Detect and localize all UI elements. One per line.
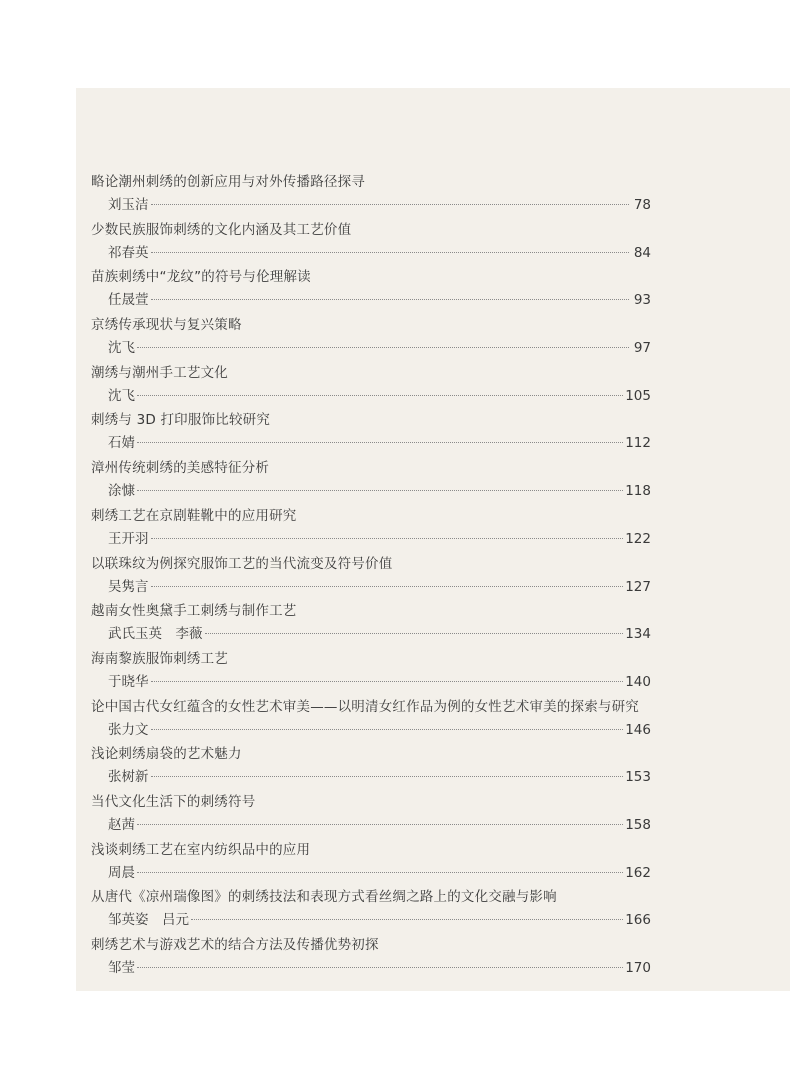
toc-entry-page-number: 97 xyxy=(633,340,651,357)
toc-entry-page-number: 134 xyxy=(625,626,651,643)
toc-entry-author: 张力文 xyxy=(108,721,149,738)
dot-leader xyxy=(137,824,623,825)
dot-leader xyxy=(151,538,624,539)
toc-entry-page-number: 84 xyxy=(633,244,651,261)
dot-leader xyxy=(137,347,629,348)
dot-leader xyxy=(137,967,623,968)
toc-entry-title: 刺绣工艺在京剧鞋靴中的应用研究 xyxy=(91,507,297,524)
dot-leader xyxy=(151,681,624,682)
toc-entry-author-line xyxy=(91,623,651,647)
toc-entry xyxy=(91,313,651,361)
toc-entry xyxy=(91,695,651,743)
toc-entry xyxy=(91,456,651,504)
toc-entry-page-number: 162 xyxy=(625,864,651,881)
toc-entry-author-line xyxy=(91,480,651,504)
dot-leader xyxy=(137,395,623,396)
toc-entry-author: 张树新 xyxy=(108,769,149,786)
toc-entry xyxy=(91,933,651,981)
toc-entry-title: 浅论刺绣扇袋的艺术魅力 xyxy=(91,746,242,763)
toc-entry-author-line xyxy=(91,289,651,313)
toc-entry-author-line xyxy=(91,337,651,361)
toc-entry-title: 潮绣与潮州手工艺文化 xyxy=(91,364,228,381)
toc-entry-author-line xyxy=(91,432,651,456)
dot-leader xyxy=(205,633,624,634)
toc-entry xyxy=(91,647,651,695)
dot-leader xyxy=(151,299,630,300)
toc-entry-title: 京绣传承现状与复兴策略 xyxy=(91,317,242,334)
toc-entry-page-number: 122 xyxy=(625,530,651,547)
toc-entry-title: 略论潮州刺绣的创新应用与对外传播路径探寻 xyxy=(91,174,365,190)
toc-entry-author-line xyxy=(91,576,651,600)
toc-entry-title: 少数民族服饰刺绣的文化内涵及其工艺价值 xyxy=(91,221,352,238)
toc-entry-page-number: 140 xyxy=(625,673,651,690)
toc-entry-author: 赵茜 xyxy=(108,816,135,833)
toc-entry-page-number: 93 xyxy=(633,292,651,309)
toc-entry-author: 周晨 xyxy=(108,864,135,881)
toc-entry-author: 邹英姿 吕元 xyxy=(108,912,189,929)
toc-entry-author-line xyxy=(91,385,651,409)
toc-entry-title: 漳州传统刺绣的美感特征分析 xyxy=(91,460,270,477)
toc-entry-title: 海南黎族服饰刺绣工艺 xyxy=(91,650,228,667)
toc-entry xyxy=(91,599,651,647)
toc-entry xyxy=(91,408,651,456)
dot-leader xyxy=(151,776,624,777)
toc-entry-page-number: 105 xyxy=(625,387,651,404)
toc-entry-title: 浅谈刺绣工艺在室内纺织品中的应用 xyxy=(91,841,311,858)
toc-entry-author: 沈飞 xyxy=(108,340,135,357)
toc-entry-author-line xyxy=(91,719,651,743)
toc-entry-author-line xyxy=(91,862,651,886)
toc-entry-author: 邹莹 xyxy=(108,960,135,976)
toc-entry xyxy=(91,885,651,933)
toc-entry-page-number: 112 xyxy=(625,435,651,452)
toc-entry-title: 越南女性奥黛手工刺绣与制作工艺 xyxy=(91,603,297,620)
toc-entry-author-line xyxy=(91,766,651,790)
toc-entry-title: 以联珠纹为例探究服饰工艺的当代流变及符号价值 xyxy=(91,555,393,572)
toc-entry-author: 石婧 xyxy=(108,435,135,452)
dot-leader xyxy=(151,204,630,205)
toc-entry xyxy=(91,838,651,886)
toc-entry-page-number: 78 xyxy=(633,197,651,213)
dot-leader xyxy=(137,872,623,873)
dot-leader xyxy=(137,490,623,491)
toc-entry-title: 从唐代《凉州瑞像图》的刺绣技法和表现方式看丝绸之路上的文化交融与影响 xyxy=(91,889,557,906)
toc-entry-author: 祁春英 xyxy=(108,244,149,261)
toc-entry-page-number: 166 xyxy=(625,912,651,929)
toc-entry xyxy=(91,742,651,790)
toc-entry-author: 任晟萱 xyxy=(108,292,149,309)
toc-entry-author-line xyxy=(91,528,651,552)
toc-entry-author: 沈飞 xyxy=(108,387,135,404)
dot-leader xyxy=(151,586,624,587)
toc-entry xyxy=(91,790,651,838)
toc-entry xyxy=(91,504,651,552)
dot-leader xyxy=(151,252,630,253)
toc-entry-author: 王开羽 xyxy=(108,530,149,547)
toc-entry xyxy=(91,265,651,313)
table-of-contents xyxy=(91,170,651,981)
toc-entry-author-line xyxy=(91,814,651,838)
toc-entry-author-line xyxy=(91,194,651,218)
toc-entry-page-number: 153 xyxy=(625,769,651,786)
toc-entry-author: 于晓华 xyxy=(108,673,149,690)
toc-entry-title: 刺绣与 3D 打印服饰比较研究 xyxy=(91,412,271,429)
toc-entry-page-number: 146 xyxy=(625,721,651,738)
toc-entry-title: 苗族刺绣中“龙纹”的符号与伦理解读 xyxy=(91,269,311,286)
toc-entry-page-number: 158 xyxy=(625,816,651,833)
toc-entry-author: 刘玉洁 xyxy=(108,197,149,213)
toc-entry-title: 刺绣艺术与游戏艺术的结合方法及传播优势初探 xyxy=(91,937,379,953)
toc-entry-title: 论中国古代女红蕴含的女性艺术审美——以明清女红作品为例的女性艺术审美的探索与研究 xyxy=(91,698,639,715)
toc-entry-author-line xyxy=(91,909,651,933)
toc-entry-page-number: 127 xyxy=(625,578,651,595)
toc-entry-page-number: 170 xyxy=(625,960,651,976)
dot-leader xyxy=(191,919,623,920)
dot-leader xyxy=(151,729,624,730)
toc-entry-page-number: 118 xyxy=(625,483,651,500)
toc-entry-author: 武氏玉英 李薇 xyxy=(108,626,203,643)
toc-entry xyxy=(91,361,651,409)
toc-entry-author-line xyxy=(91,957,651,981)
toc-entry-author: 涂慷 xyxy=(108,483,135,500)
dot-leader xyxy=(137,442,623,443)
toc-entry-title: 当代文化生活下的刺绣符号 xyxy=(91,793,256,810)
toc-entry-author-line xyxy=(91,671,651,695)
toc-entry xyxy=(91,552,651,600)
toc-entry xyxy=(91,218,651,266)
toc-entry-author: 吴隽言 xyxy=(108,578,149,595)
toc-entry-author-line xyxy=(91,242,651,266)
toc-entry xyxy=(91,170,651,218)
